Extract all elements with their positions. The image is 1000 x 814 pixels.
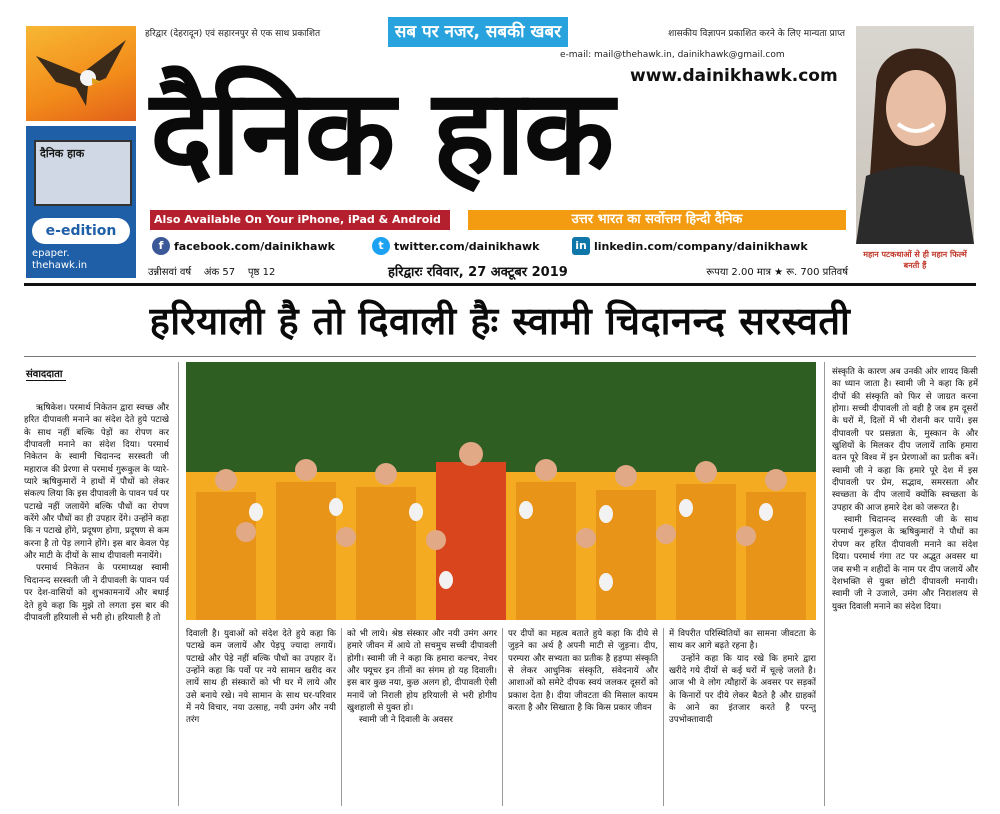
newspaper-logo: दैनिक हाक: [150, 63, 613, 201]
year-label: उन्नीसवां वर्ष: [148, 267, 192, 278]
headline-divider: [24, 356, 976, 357]
article-column-3: [347, 628, 497, 808]
column-4-paragraph: पर दीपों का महत्व बताते हुये कहा कि दीये से जुड़ने का अर्थ है अपनी माटी से जुड़ना। दीप, परम्परा और सभ्यता का प्रतीक है हड़प्पा संस्कृति से लेकर आधुनिक संस्कृति, संवेदनायें और आशाओं को समेटे दीपक स्वयं जलकर दूसरों को प्रकाश देता है। दीया जीवटता की मिसाल कायम करता है और सिखाता है कि किस प्रकार जीवन: [508, 629, 658, 714]
slogan-banner: सब पर नजर, सबकी खबर: [388, 17, 568, 47]
column-divider: [824, 362, 825, 806]
linkedin-icon: in: [572, 237, 590, 255]
column-2-paragraph: दिवाली है। युवाओं को संदेश देते हुये कहा कि पटाखे कम जलायें और पेड़पु ज्यादा लगायें। पटाखे और पेड़े नहीं बल्कि पौधों का उपहार दें। उन्होंने कहा कि पर्वो पर नये सामान खरीद कर लायें साथ ही संस्कारों को भी घर में लाये और उसे बनाये रखे। नये सामान के साथ घर-परिवार में नये विचार, नया उत्साह, नयी उमंग और नयी तरंग: [186, 629, 336, 726]
edition-logo: दैनिक हाक: [40, 147, 85, 160]
article-headline: हरियाली है तो दिवाली हैः स्वामी चिदानन्द सरस्वती: [149, 299, 851, 343]
byline: संवाददाता: [26, 369, 63, 380]
issue-label: अंक 57: [203, 267, 236, 278]
masthead-divider: [24, 283, 976, 286]
column-3-paragraph-1: को भी लाये। श्रेष्ठ संस्कार और नयी उमंग अगर हमारे जीवन में आये तो सचमुच सच्ची दीपावली होगी। स्वामी जी ने कहा कि हमारा कल्चर, नेचर और फ्यूचर इन तीनों का संगम हो यह दिवाली। इस बार कुछ नया, कुछ अलग हो, दीपावली ऐसी मनायें जो निराली होय हरियाली से भरी होगीय खुशहाली से युक्त हो।: [347, 629, 497, 714]
facebook-label: facebook.com/dainikhawk: [174, 239, 335, 253]
epaper-url[interactable]: [32, 248, 87, 272]
e-edition-badge: e-edition: [32, 218, 130, 244]
e-edition-promo[interactable]: [26, 126, 136, 278]
column-1-paragraph-2: परमार्थ निकेतन के परमाध्यक्ष स्वामी चिदानन्द सरस्वती जी ने दीपावली के पावन पर्व पर देश-वासियों को शुभकामनायें और बधाई देते हुये कहा कि मुझे तो लगता इस बार की दीपावली हरियाली से भरी हो। हरियाली है तो: [24, 563, 169, 623]
website-link[interactable]: www.dainikhawk.com: [630, 66, 838, 86]
article-column-6: [832, 366, 978, 806]
twitter-label: twitter.com/dainikhawk: [394, 239, 540, 253]
pages-label: पृष्ठ 12: [247, 267, 276, 278]
issue-info: [148, 264, 275, 278]
article-column-2: [186, 628, 336, 808]
column-5-paragraph-2: उन्होंने कहा कि याद रखे कि हमारे द्वारा खरीदे गये दीयों से कई घरों में चूल्हे जलते है। आज भी वे लोग त्यौहारों के अवसर पर सड़कों के किनारों पर दीये लेकर बैठते है और ग्राहकों के आने का इंतजार करते है परन्तु उपभोक्तावादी: [669, 653, 816, 726]
linkedin-label: linkedin.com/company/dainikhawk: [594, 239, 808, 253]
column-5-paragraph-1: में विपरीत परिस्थितियों का सामना जीवटता के साथ कर आगे बढ़ते रहना है।: [669, 629, 816, 652]
facebook-icon: f: [152, 237, 170, 255]
apps-banner: Also Available On Your iPhone, iPad & Android: [150, 210, 450, 230]
article-photo: [186, 362, 816, 620]
facebook-link[interactable]: [152, 236, 335, 256]
eagle-icon: [26, 26, 136, 121]
column-divider: [341, 628, 342, 806]
date-location: हरिद्वारः रविवार, 27 अक्टूबर 2019: [388, 265, 568, 280]
twitter-link[interactable]: [372, 236, 539, 256]
photo-caption: महान पटकथाओं से ही महान फिल्में बनती हैं: [856, 246, 974, 278]
linkedin-link[interactable]: [572, 236, 808, 256]
column-1-paragraph-1: ऋषिकेश। परमार्थ निकेतन द्वारा स्वच्छ और हरित दीपावली मनाने का संदेश देते हुये पटाखे के साथ नहीं बल्कि पेड़ों का रोपण कर दीपावली मनाने का संदेश दिया। परमार्थ निकेतन के स्वामी चिदानन्द सरस्वती जी महाराज की प्रेरणा से परमार्थ गुरूकुल के प्यारे-प्यारे ऋषिकुमारों ने हाथों में पौधों को लेकर संकल्प लिया कि इस दीपावली के पावन पर्व पर पटाखे नहीं जलायेंगे बल्कि पौधों का रोपण करेंगे और पौधों का ही उपहार देंगे। उन्होंने कहा कि न पटाखे होंगे, प्रदूषण होगा, प्रदूषण से कम करना है तो पेड़ लगाने होंगे। इस बार केवल पेड़ और माटी के दीयों के साथ दीपावली मनायेंगे।: [24, 403, 169, 562]
dateline-bar: [148, 262, 848, 280]
byline-underline: [26, 380, 66, 381]
email-contact: e-mail: mail@thehawk.in, dainikhawk@gmail.com: [560, 50, 785, 60]
column-divider: [502, 628, 503, 806]
epaper-url-line2: thehawk.in: [32, 260, 88, 271]
article-column-1: [24, 402, 169, 802]
tagline-banner: उत्तर भारत का सर्वोत्तम हिन्दी दैनिक: [468, 210, 846, 230]
article-column-4: [508, 628, 658, 808]
column-divider: [178, 362, 179, 806]
column-6-paragraph-1: संस्कृति के कारण अब उनकी ओर शायद किसी का ध्यान जाता है। स्वामी जी ने कहा कि हमें दीपों की संस्कृति को फिर से जाग्रत करना होगा। सच्ची दीपावली तो वही है जब हम दूसरों के घरों में, दिलों में भी रोशनी कर पायें। इस दीपावली पर प्रसन्नता के, मुस्कान के और खुशियों के मिलकर दीप जलायें ताकि हमारा वतन पूरे विश्व में इन प्रेरणाओं का प्रतीक बनें। स्वामी जी ने कहा कि हमारे पूरे देश में इस दीपावली पर प्रेम, सद्भाव, समरसता और स्वच्छता के दीप जलायें क्योंकि स्वच्छता के उपहार की आज हमारे देश को जरूरत है।: [832, 367, 978, 513]
epaper-url-line1: epaper.: [32, 248, 70, 259]
laptop-icon: [34, 140, 132, 206]
column-3-paragraph-2: स्वामी जी ने दिवाली के अवसर: [359, 715, 453, 726]
column-6-paragraph-2: स्वामी चिदानन्द सरस्वती जी के साथ परमार्थ गुरूकुल के ऋषिकुमारों ने पौधों का रोपण कर हरित दीपावली मनाने का संदेश दिया। परमार्थ गंगा तट पर अद्भुत अवसर था जब सभी न शहीदों के नाम पर दीप जलायें और देशभक्ति से युक्त छोटी दीपावली मनायी। स्वामी जी ने उजाले, उमंग और निराशलय से युक्त दिवाली मनाने का संदेश दिया।: [832, 515, 978, 612]
celebrity-photo: [856, 26, 974, 244]
accreditation-note: शासकीय विज्ञापन प्रकाशित करने के लिए मान्यता प्राप्त: [668, 29, 845, 39]
column-divider: [663, 628, 664, 806]
publication-cities: हरिद्वार (देहरादून) एवं सहारनपुर से एक साथ प्रकाशित: [145, 29, 321, 39]
twitter-icon: t: [372, 237, 390, 255]
article-column-5: [669, 628, 816, 808]
price-label: रूपया 2.00 मात्र ★ रू. 700 प्रतिवर्ष: [706, 267, 848, 278]
